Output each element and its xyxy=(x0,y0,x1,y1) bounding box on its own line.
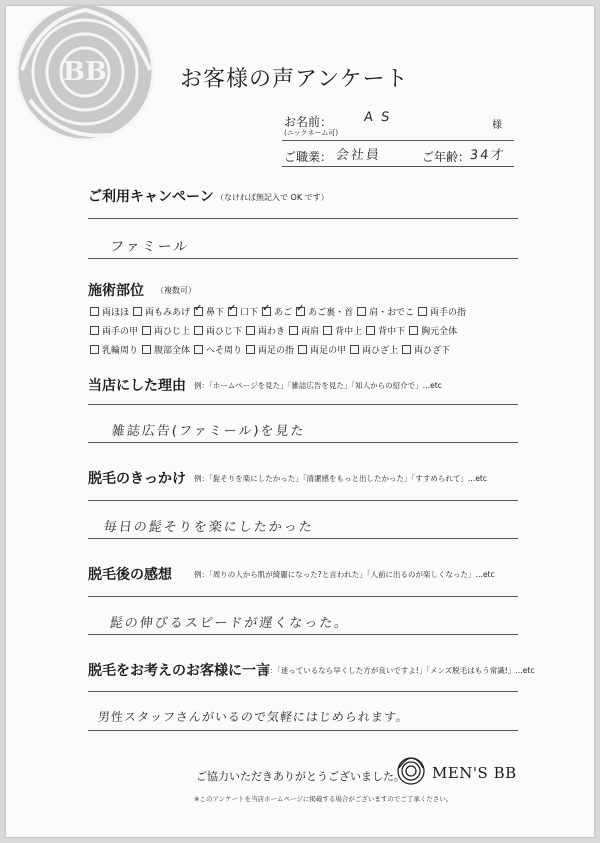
brand-flower-icon xyxy=(395,756,427,786)
checkbox-icon xyxy=(323,326,332,335)
trigger-line-1 xyxy=(88,500,518,501)
area-checkbox-item[interactable]: 両ほほ xyxy=(90,305,129,318)
area-checkbox-item[interactable]: 乳輪周り xyxy=(90,343,138,356)
reason-title: 当店にした理由 xyxy=(88,378,186,394)
area-row-2 xyxy=(90,321,530,340)
area-checkbox-item[interactable]: 両ひじ上 xyxy=(142,324,190,337)
checkbox-checked-icon xyxy=(194,307,203,316)
job-label: ご職業： xyxy=(284,150,333,164)
area-checklist xyxy=(90,302,530,359)
area-row-1 xyxy=(90,302,530,321)
checkbox-checked-icon xyxy=(296,307,305,316)
checkbox-icon xyxy=(90,345,99,354)
checkbox-icon xyxy=(246,326,255,335)
checkbox-icon xyxy=(133,307,142,316)
checkbox-icon xyxy=(194,345,203,354)
checkbox-icon xyxy=(90,307,99,316)
area-checkbox-item[interactable]: 肩・おでこ xyxy=(357,305,414,318)
brand-name: MEN'S BB xyxy=(432,764,517,782)
checkbox-icon xyxy=(142,345,151,354)
job-value: 会社員 xyxy=(335,148,382,163)
campaign-line-1 xyxy=(88,218,518,219)
name-label: お名前： xyxy=(284,115,333,129)
impression-example: 例：「周りの人から肌が綺麗になった?と言われた」「人前に出るのが楽しくなった」…etc xyxy=(194,570,495,579)
message-title: 脱毛をお考えのお客様に一言 xyxy=(88,663,270,679)
areas-note: （複数可） xyxy=(156,286,196,295)
campaign-title: ご利用キャンペーン xyxy=(88,189,214,205)
reason-line-2 xyxy=(88,442,518,443)
trigger-example: 例：「髭そりを楽にしたかった」「清潔感をもっと出したかった」「すすめられて」…etc xyxy=(194,474,488,483)
checkbox-icon xyxy=(366,326,375,335)
area-checkbox-item[interactable]: 両手の甲 xyxy=(90,324,138,337)
area-checkbox-item[interactable]: ✓ 鼻下 xyxy=(194,305,224,318)
area-checkbox-item[interactable]: 両肩 xyxy=(289,324,319,337)
message-line-2 xyxy=(88,730,518,731)
honorific: 様 xyxy=(492,120,502,131)
area-checkbox-item[interactable]: 両ひじ下 xyxy=(194,324,242,337)
checkbox-icon xyxy=(409,326,418,335)
area-checkbox-item[interactable]: ✓ あご xyxy=(262,305,292,318)
age-label: ご年齢： xyxy=(422,150,471,164)
impression-answer: 髭の伸びるスピードが遅くなった。 xyxy=(109,616,351,631)
checkbox-icon xyxy=(289,326,298,335)
area-checkbox-item[interactable]: ✓ あご裏・首 xyxy=(296,305,353,318)
checkbox-icon xyxy=(418,307,427,316)
impression-line-2 xyxy=(88,634,518,635)
area-checkbox-item[interactable]: 両手の指 xyxy=(418,305,466,318)
area-checkbox-item[interactable]: 両わき xyxy=(246,324,285,337)
svg-text:BB: BB xyxy=(63,57,107,87)
reason-answer: 雑誌広告(ファミール)を見た xyxy=(111,424,307,439)
area-row-3 xyxy=(90,340,530,359)
message-answer: 男性スタッフさんがいるので気軽にはじめられます。 xyxy=(97,710,410,724)
checkbox-icon xyxy=(194,326,203,335)
footer-note: ※このアンケートを当店ホームページに掲載する場合がございますのでご了承ください。 xyxy=(194,795,453,803)
area-checkbox-item[interactable]: 両足の指 xyxy=(246,343,294,356)
checkbox-checked-icon xyxy=(262,307,271,316)
area-checkbox-item[interactable]: 両ひざ上 xyxy=(350,343,398,356)
impression-title: 脱毛後の感想 xyxy=(88,567,172,583)
page-title: お客様の声アンケート xyxy=(180,67,409,92)
area-checkbox-item[interactable]: 背中下 xyxy=(366,324,405,337)
checkbox-icon xyxy=(402,345,411,354)
area-checkbox-item[interactable]: 胸元全体 xyxy=(409,324,457,337)
message-example: 例：「迷っているなら早くした方が良いですよ!」「メンズ脱毛はもう常識!」…etc xyxy=(262,666,535,675)
impression-line-1 xyxy=(88,596,518,597)
flower-logo-icon xyxy=(6,6,170,150)
campaign-note: （なければ無記入で OK です） xyxy=(216,193,329,202)
area-checkbox-item[interactable]: 両ひざ下 xyxy=(402,343,450,356)
checkbox-icon xyxy=(298,345,307,354)
campaign-answer: ファミール xyxy=(109,239,191,255)
checkbox-icon xyxy=(142,326,151,335)
campaign-line-2 xyxy=(88,258,518,259)
area-checkbox-item[interactable]: 両もみあげ xyxy=(133,305,190,318)
area-checkbox-item[interactable]: 両足の甲 xyxy=(298,343,346,356)
job-age-underline xyxy=(282,166,514,167)
checkbox-checked-icon xyxy=(228,307,237,316)
message-line-1 xyxy=(88,691,518,692)
reason-example: 例：「ホームページを見た」「雑誌広告を見た」「知人からの紹介で」…etc xyxy=(194,381,442,390)
trigger-line-2 xyxy=(88,538,518,539)
name-underline xyxy=(282,140,514,141)
areas-title: 施術部位 xyxy=(88,283,144,299)
thanks-text: ご協力いただきありがとうございました。 xyxy=(196,770,405,783)
area-checkbox-item[interactable]: ✓ 口下 xyxy=(228,305,258,318)
checkbox-icon xyxy=(246,345,255,354)
area-checkbox-item[interactable]: 背中上 xyxy=(323,324,362,337)
name-value: A S xyxy=(363,110,393,125)
survey-sheet xyxy=(6,6,594,837)
age-value: 34才 xyxy=(469,148,507,163)
checkbox-icon xyxy=(350,345,359,354)
trigger-answer: 毎日の髭そりを楽にしたかった xyxy=(103,520,315,535)
trigger-title: 脱毛のきっかけ xyxy=(88,471,186,487)
checkbox-icon xyxy=(357,307,366,316)
area-checkbox-item[interactable]: 腹部全体 xyxy=(142,343,190,356)
checkbox-icon xyxy=(90,326,99,335)
area-checkbox-item[interactable]: へそ周り xyxy=(194,343,242,356)
reason-line-1 xyxy=(88,404,518,405)
name-sublabel: (ニックネーム可) xyxy=(284,129,339,137)
